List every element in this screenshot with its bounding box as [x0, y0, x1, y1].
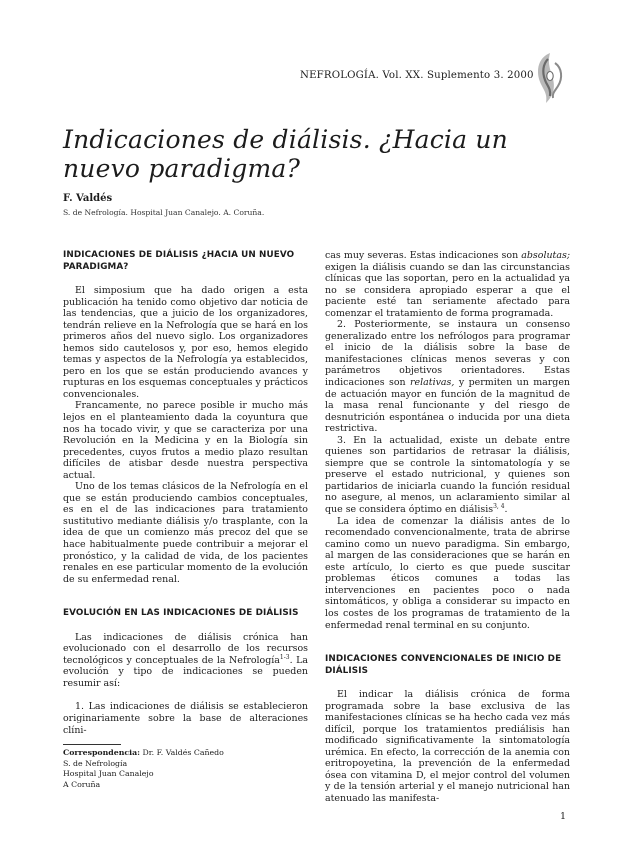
author-affiliation: S. de Nefrología. Hospital Juan Canalejo. A. Coruña. — [63, 208, 265, 217]
journal-header: NEFROLOGÍA. Vol. XX. Suplemento 3. 2000 — [300, 70, 534, 81]
right-column — [325, 250, 570, 805]
left-column — [63, 250, 308, 736]
paragraph: La idea de comenzar la diálisis antes de lo recomendado convencionalmente, trata de abrirse camino como un nuevo paradigma. Sin embargo, al margen de las consideraciones que se harán en este artículo, lo cierto es que puede suscitar problemas éticos comunes a todas las intervenciones en pacientes poco o nada sintomáticos, y obliga a considerar su impacto en los costes de los programas de tratamiento de la enfermedad renal terminal en su conjunto. — [325, 515, 570, 631]
section-heading: EVOLUCIÓN EN LAS INDICACIONES DE DIÁLISIS — [63, 608, 299, 619]
correspondence-note — [63, 744, 313, 790]
footnote-divider — [63, 744, 121, 745]
paragraph: 1. Las indicaciones de diálisis se establecieron originariamente sobre la base de alteraciones clíni- — [63, 701, 308, 736]
page-number: 1 — [560, 811, 567, 822]
paragraph: El indicar la diálisis crónica de forma programada sobre la base exclusiva de las manifestaciones clínicas se ha hecho cada vez más difícil, porque los tratamientos prediálisis han modificado significativamente la sintomatología urémica. En efecto, la corrección de la anemia con eritropoyetina, la prevención de la enfermedad ósea con vitamina D, el mejor control del volumen y de la tensión arterial y el manejo nutricional han atenuado las manifesta- — [325, 689, 570, 804]
paragraph: Francamente, no parece posible ir mucho más lejos en el planteamiento dada la coyuntura que nos ha tocado vivir, y que se caracteriza por una Revolución en la Medicina y en la Biología sin precedentes, cuyos frutos a medio plazo resultan difíciles de atisbar desde nuestra perspectiva actual. — [63, 400, 308, 481]
paragraph: Las indicaciones de diálisis crónica han evolucionado con el desarrollo de los recursos tecnológicos y conceptuales de la Nefrología$^{1-3}$. La evolución y tipo de indicaciones se pueden resumir así: — [63, 631, 308, 689]
section-heading: INDICACIONES DE DIÁLISIS ¿HACIA UN NUEVO PARADIGMA? — [63, 250, 295, 272]
paragraph: Uno de los temas clásicos de la Nefrología en el que se están produciendo cambios conceptuales, es en el de las indicaciones para tratamiento sustitutivo mediante diálisis y/o trasplante, con la idea de que un comienzo más precoz del que se hace habitualmente puede contribuir a mejorar el pronóstico, y la calidad de vida, de los pacientes renales en ese particular momento de la evolución de su enfermedad renal. — [63, 481, 308, 585]
journal-logo-icon — [533, 50, 567, 108]
correspondence-name: Dr. F. Valdés Cañedo — [142, 748, 224, 757]
correspondence-line: S. de Nefrología — [63, 758, 128, 768]
paragraph: 3. En la actualidad, existe un debate entre quienes son partidarios de retrasar la diálisis, siempre que se controle la sintomatología y se preserve el estado nutricional, y quienes son partidarios de iniciarla cuando la función residual no asegure, al menos, un aclaramiento similar al que se considera óptimo en diálisis$^{3, 4}$. — [325, 434, 570, 516]
article-title: Indicaciones de diálisis. ¿Hacia un nuevo paradigma? — [63, 125, 508, 183]
citation-ref: 3, 4 — [493, 503, 505, 511]
section-heading: INDICACIONES CONVENCIONALES DE INICIO DE DIÁLISIS — [325, 654, 562, 676]
correspondence-line: Hospital Juan Canalejo — [63, 769, 154, 778]
correspondence-label: Correspondencia: — [63, 748, 141, 757]
correspondence-line: A Coruña — [63, 779, 101, 789]
paragraph: 2. Posteriormente, se instaura un consenso generalizado entre los nefrólogos para programar el inicio de la diálisis sobre la base de manifestaciones clínicas menos severas y con parámetros objetivos orientadores. Estas indicaciones son relativas, y permiten un margen de actuación mayor en función de la magnitud de la masa renal funcionante y del riesgo de desnutrición espontánea o inducida por una dieta restrictiva. — [325, 319, 570, 435]
citation-ref: 1-3 — [279, 653, 290, 661]
paragraph: cas muy severas. Estas indicaciones son absolutas; exigen la diálisis cuando se dan las circunstancias clínicas que las soportan, pero en la actualidad ya no se considera apropiado esperar a que el paciente esté tan seriamente afectado para comenzar el tratamiento de forma programada. — [325, 250, 570, 319]
paragraph: El simposium que ha dado origen a esta publicación ha tenido como objetivo dar noticia de las tendencias, que a juicio de los organizadores, tendrán relieve en la Nefrología que se hará en los primeros años del nuevo siglo. Los organizadores hemos sido cautelosos y, por eso, hemos elegido temas y aspectos de la Nefrología ya establecidos, pero en los que se están produciendo avances y rupturas en los esquemas conceptuales y prácticos convencionales. — [63, 285, 308, 400]
author: F. Valdés — [63, 193, 113, 204]
